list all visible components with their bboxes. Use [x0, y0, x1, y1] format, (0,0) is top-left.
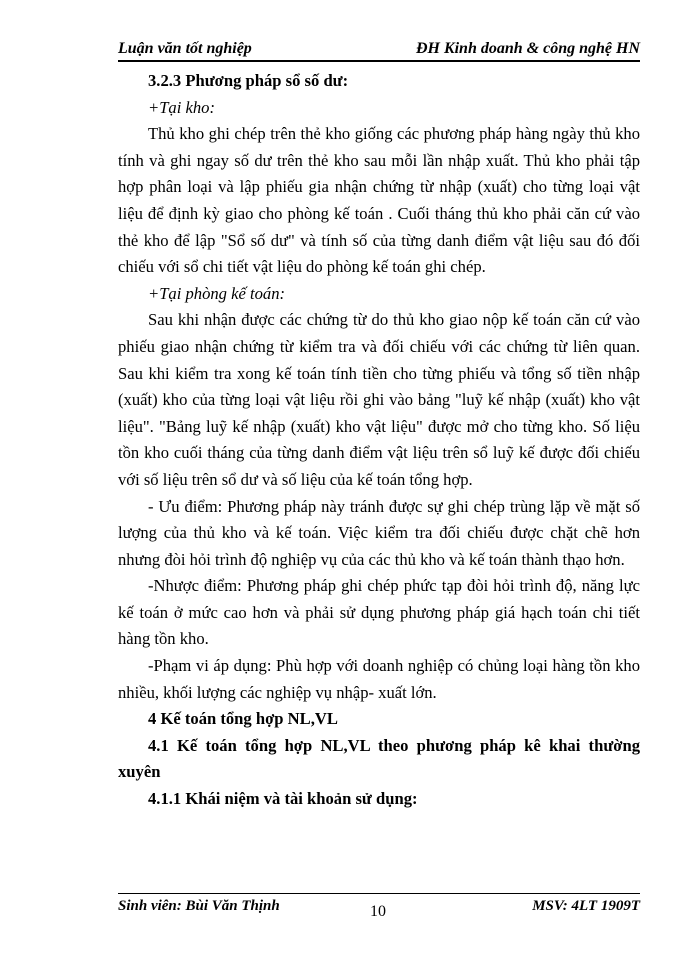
paragraph-nhuoc-diem: -Nhược điểm: Phương pháp ghi chép phức tạp đòi hỏi trình độ, năng lực kế toán ở mức cao hơn và phải sử dụng phương pháp giá hạch toán chi tiết hàng tồn kho.: [118, 576, 640, 649]
page-footer: [118, 893, 640, 924]
subheading-phong-ke-toan: +Tại phòng kế toán:: [148, 283, 286, 303]
paragraph-phong-ke-toan: Sau khi nhận được các chứng từ do thủ kho giao nộp kế toán căn cứ vào phiếu giao nhận chứng từ kiểm tra và đối chiếu với các chứng từ liên quan. Sau khi kiểm tra xong kế toán tính tiền cho từng phiếu và tổng số tiền nhập (xuất) kho của từng loại vật liệu rồi ghi vào bảng "luỹ kế nhập (xuất) kho vật liệu". "Bảng luỹ kế nhập (xuất) kho vật liệu" được mở cho từng kho. Số liệu tồn kho cuối tháng của từng danh điểm vật liệu trên sổ luỹ kế được đối chiếu với số liệu trên sổ dư và số liệu của kế toán tổng hợp.: [118, 310, 640, 489]
paragraph-pham-vi: -Phạm vi áp dụng: Phù hợp với doanh nghiệp có chủng loại hàng tồn kho nhiều, khối lượng các nghiệp vụ nhập- xuất lớn.: [118, 656, 640, 702]
paragraph-tai-kho: Thủ kho ghi chép trên thẻ kho giống các phương pháp hàng ngày thủ kho tính và ghi ngay số dư trên thẻ kho sau mỗi lần nhập xuất. Thủ kho phải tập hợp phân loại và lập phiếu gia nhận chứng từ nhập (xuất) cho từng loại vật liệu để định kỳ giao cho phòng kế toán . Cuối tháng thủ kho phải căn cứ vào thẻ kho để lập "Sổ số dư" và tính số của từng danh điểm vật liệu sau đó đối chiếu với sổ chi tiết vật liệu do phòng kế toán ghi chép.: [118, 124, 640, 277]
heading-4-1: 4.1 Kế toán tổng hợp NL,VL theo phương pháp kê khai thường xuyên: [118, 735, 640, 782]
paragraph-uu-diem: - Ưu điểm: Phương pháp này tránh được sự ghi chép trùng lặp về mặt số lượng của thủ kho và kế toán. Việc kiểm tra đối chiếu được chặt chẽ hơn nhưng đòi hỏi trình độ nghiệp vụ của các thủ kho và kế toán thành thạo hơn.: [118, 496, 640, 569]
footer-student-id: MSV: 4LT 1909T: [532, 898, 640, 914]
subheading-tai-kho: +Tại kho:: [148, 97, 215, 117]
page-body: [118, 68, 640, 813]
page-header: [118, 40, 640, 62]
footer-student-name: Sinh viên: Bùi Văn Thịnh: [118, 898, 280, 914]
heading-4-1-1: 4.1.1 Khái niệm và tài khoản sử dụng:: [148, 789, 418, 809]
header-thesis-title: Luận văn tốt nghiệp: [118, 40, 252, 57]
heading-3-2-3: 3.2.3 Phương pháp sổ số dư:: [148, 71, 349, 90]
footer-page-number: 10: [370, 903, 386, 920]
header-university: ĐH Kinh doanh & công nghệ HN: [415, 40, 640, 57]
heading-4: 4 Kế toán tổng hợp NL,VL: [148, 709, 338, 729]
